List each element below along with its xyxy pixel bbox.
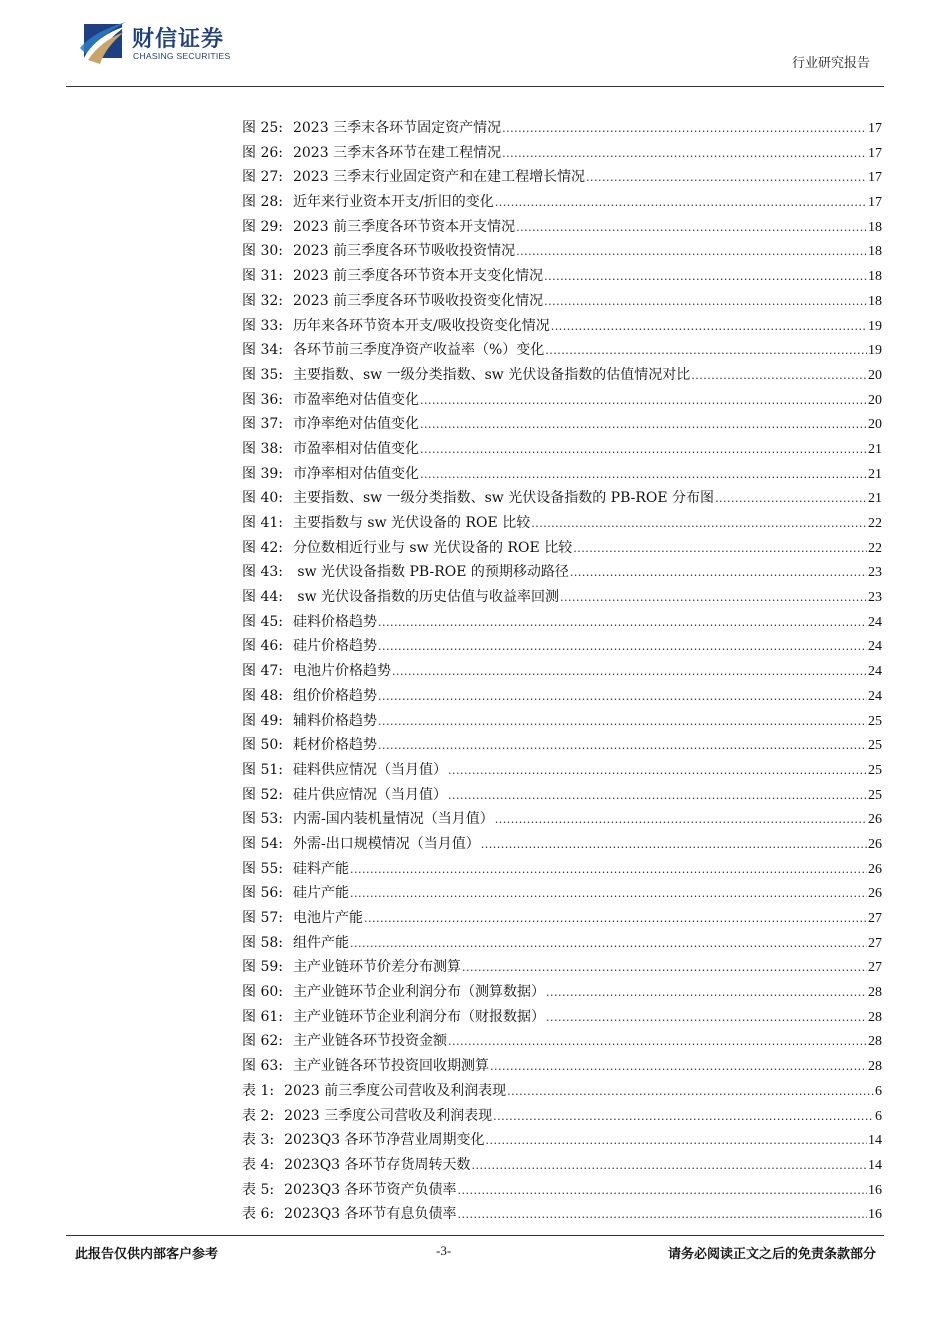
- toc-entry-page: 16: [868, 1207, 882, 1223]
- toc-entry-page: 27: [868, 911, 882, 926]
- toc-entry-label: [242, 610, 377, 635]
- toc-entry-title: 历年来各环节资本开支/吸收投资变化情况: [292, 317, 550, 334]
- toc-entry-label: [242, 1054, 489, 1079]
- toc-entry-label: [242, 141, 501, 166]
- toc-entry[interactable]: [242, 388, 882, 413]
- toc-entry[interactable]: [242, 190, 882, 215]
- toc-entry-label: [242, 363, 690, 388]
- toc-entry-label: [242, 832, 480, 857]
- toc-entry[interactable]: [242, 560, 882, 585]
- toc-entry-prefix: 图 34:: [242, 342, 283, 359]
- toc-dot-leader: [715, 487, 867, 512]
- toc-entry-label: [242, 1128, 485, 1153]
- toc-entry[interactable]: [242, 857, 882, 882]
- logo-emblem-icon: [78, 18, 128, 66]
- toc-entry-prefix: 图 60:: [242, 984, 283, 1001]
- toc-entry-label: [242, 1104, 492, 1129]
- toc-entry-label: [242, 264, 543, 289]
- toc-dot-leader: [516, 240, 867, 265]
- toc-entry-page: 6: [875, 1083, 882, 1099]
- toc-entry-label: [242, 955, 461, 980]
- toc-entry[interactable]: [242, 881, 882, 906]
- logo-english-name: CHASING SECURITIES: [133, 51, 231, 61]
- toc-dot-leader: [545, 339, 867, 364]
- toc-entry-prefix: 图 62:: [242, 1033, 283, 1050]
- toc-entry-page: 24: [868, 614, 882, 630]
- toc-entry-label: [242, 314, 550, 339]
- toc-dot-leader: [472, 1154, 867, 1179]
- toc-entry-title: 市盈率绝对估值变化: [292, 391, 419, 408]
- toc-entry-page: 28: [868, 1009, 882, 1025]
- toc-entry-prefix: 图 51:: [242, 761, 283, 778]
- toc-entry-title: 2023Q3 各环节净营业周期变化: [284, 1132, 485, 1149]
- toc-entry[interactable]: [242, 1153, 882, 1178]
- toc-entry-title: 主产业链环节企业利润分布（财报数据）: [292, 1008, 545, 1025]
- toc-entry-prefix: 图 46:: [242, 638, 283, 655]
- toc-entry-label: [242, 215, 515, 240]
- toc-entry-label: [242, 289, 543, 314]
- toc-entry[interactable]: [242, 116, 882, 141]
- toc-dot-leader: [544, 265, 867, 290]
- toc-entry[interactable]: [242, 289, 882, 314]
- toc-dot-leader: [420, 463, 867, 488]
- toc-entry-page: 22: [868, 540, 882, 556]
- toc-entry-label: [242, 733, 377, 758]
- toc-entry-page: 25: [868, 787, 882, 803]
- toc-entry-prefix: 表 5:: [242, 1181, 275, 1198]
- toc-dot-leader: [570, 561, 867, 586]
- toc-entry-page: 17: [868, 145, 882, 161]
- toc-entry-page: 14: [868, 1133, 882, 1149]
- toc-entry-title: 耗材价格趋势: [292, 737, 377, 754]
- toc-entry-page: 21: [868, 441, 882, 457]
- toc-entry-title: 硅料供应情况（当月值）: [292, 761, 447, 778]
- toc-entry-prefix: 图 59:: [242, 959, 283, 976]
- toc-entry-title: sw 光伏设备指数 PB-ROE 的预期移动路径: [292, 564, 569, 581]
- toc-entry-page: 14: [868, 1157, 882, 1173]
- toc-entry-prefix: 图 63:: [242, 1058, 283, 1075]
- toc-dot-leader: [586, 166, 867, 191]
- toc-entry-page: 20: [868, 417, 882, 433]
- toc-entry-prefix: 图 53:: [242, 811, 283, 828]
- toc-entry-page: 28: [868, 1059, 882, 1075]
- footer-divider: [66, 1235, 884, 1236]
- company-logo: [78, 18, 248, 68]
- toc-entry-prefix: 图 39:: [242, 465, 283, 482]
- toc-entry-prefix: 图 61:: [242, 1008, 283, 1025]
- toc-entry[interactable]: [242, 980, 882, 1005]
- toc-entry-prefix: 图 32:: [242, 292, 283, 309]
- toc-entry-page: 25: [868, 738, 882, 754]
- toc-entry-label: [242, 881, 349, 906]
- toc-entry-title: 分位数相近行业与 sw 光伏设备的 ROE 比较: [292, 539, 573, 556]
- footer-disclaimer-left: 此报告仅供内部客户参考: [75, 1247, 219, 1262]
- toc-entry-title: 2023 三季末各环节固定资产情况: [292, 120, 502, 136]
- toc-entry-page: 27: [868, 960, 882, 976]
- toc-dot-leader: [448, 759, 867, 784]
- toc-entry-page: 18: [868, 244, 882, 260]
- toc-dot-leader: [560, 586, 867, 611]
- toc-entry-prefix: 图 50:: [242, 737, 283, 754]
- toc-entry-prefix: 图 52:: [242, 786, 283, 803]
- toc-dot-leader: [495, 808, 867, 833]
- toc-entry[interactable]: [242, 1005, 882, 1030]
- toc-dot-leader: [448, 1030, 867, 1055]
- toc-entry-title: 内需-国内装机量情况（当月值）: [292, 811, 494, 828]
- logo-chinese-name: 财信证券: [132, 27, 225, 52]
- toc-entry-page: 16: [868, 1182, 882, 1198]
- toc-entry-label: [242, 190, 494, 215]
- toc-entry[interactable]: [242, 1029, 882, 1054]
- toc-entry-title: 主产业链环节价差分布测算: [292, 959, 461, 976]
- toc-dot-leader: [378, 734, 867, 759]
- toc-dot-leader: [458, 1179, 867, 1204]
- toc-entry-page: 24: [868, 639, 882, 655]
- toc-entry-prefix: 图 35:: [242, 366, 283, 383]
- toc-entry-label: [242, 659, 391, 684]
- toc-entry-title: 近年来行业资本开支/折旧的变化: [292, 194, 494, 211]
- toc-entry-label: [242, 684, 377, 709]
- toc-entry[interactable]: [242, 758, 882, 783]
- toc-dot-leader: [350, 882, 867, 907]
- toc-dot-leader: [420, 389, 867, 414]
- toc-entry[interactable]: [242, 462, 882, 487]
- toc-entry-prefix: 图 41:: [242, 515, 283, 531]
- toc-entry-title: 市净率绝对估值变化: [292, 416, 419, 433]
- toc-entry[interactable]: [242, 906, 882, 931]
- toc-entry-title: 外需-出口规模情况（当月值）: [292, 835, 480, 852]
- toc-entry[interactable]: [242, 955, 882, 980]
- toc-entry[interactable]: [242, 1128, 882, 1153]
- toc-dot-leader: [495, 191, 867, 216]
- toc-entry-title: 2023 三季末行业固定资产和在建工程增长情况: [292, 169, 586, 186]
- toc-entry[interactable]: [242, 165, 882, 190]
- toc-entry-title: 硅片供应情况（当月值）: [292, 786, 447, 803]
- toc-entry-label: [242, 338, 544, 363]
- toc-entry-title: 电池片产能: [292, 910, 363, 926]
- toc-entry-label: [242, 857, 349, 882]
- toc-dot-leader: [378, 685, 867, 710]
- toc-entry-title: 各环节前三季度净资产收益率（%）变化: [292, 342, 545, 359]
- toc-entry[interactable]: [242, 314, 882, 339]
- toc-entry-prefix: 图 37:: [242, 416, 283, 433]
- toc-entry-page: 25: [868, 762, 882, 778]
- toc-entry-prefix: 图 30:: [242, 243, 283, 260]
- toc-dot-leader: [392, 660, 867, 685]
- toc-entry[interactable]: [242, 783, 882, 808]
- toc-dot-leader: [544, 290, 867, 315]
- toc-entry-title: 组价价格趋势: [292, 687, 377, 704]
- toc-entry-label: [242, 511, 530, 536]
- footer-disclaimer-right: 请务必阅读正文之后的免责条款部分: [667, 1247, 876, 1262]
- toc-entry[interactable]: [242, 807, 882, 832]
- toc-entry-title: 2023 三季度公司营收及利润表现: [284, 1107, 493, 1124]
- toc-entry-label: [242, 1202, 457, 1227]
- toc-dot-leader: [350, 932, 867, 957]
- toc-entry-title: 主要指数、sw 一级分类指数、sw 光伏设备指数的估值情况对比: [292, 366, 691, 383]
- toc-entry-prefix: 图 36:: [242, 391, 283, 408]
- toc-dot-leader: [364, 907, 867, 932]
- toc-entry-prefix: 图 29:: [242, 218, 283, 235]
- toc-entry-title: 2023 前三季度各环节资本开支变化情况: [292, 268, 544, 285]
- header-divider: [66, 86, 884, 87]
- toc-entry-title: 市净率相对估值变化: [292, 465, 419, 482]
- toc-entry-page: 21: [868, 466, 882, 482]
- toc-entry-prefix: 图 33:: [242, 317, 283, 334]
- toc-entry[interactable]: [242, 215, 882, 240]
- toc-entry-title: 主产业链各环节投资回收期测算: [292, 1058, 489, 1075]
- toc-dot-leader: [516, 216, 867, 241]
- toc-entry-title: 主产业链环节企业利润分布（测算数据）: [292, 984, 545, 1001]
- toc-entry-prefix: 图 31:: [242, 268, 283, 285]
- toc-entry-prefix: 图 26:: [242, 144, 283, 161]
- toc-entry-page: 26: [868, 861, 882, 877]
- toc-entry-title: 2023Q3 各环节有息负债率: [284, 1206, 457, 1223]
- toc-dot-leader: [546, 1006, 867, 1031]
- toc-entry[interactable]: [242, 1054, 882, 1079]
- toc-entry-page: 21: [868, 491, 882, 507]
- toc-entry[interactable]: [242, 585, 882, 610]
- toc-entry[interactable]: [242, 338, 882, 363]
- toc-entry-title: 主产业链各环节投资金额: [292, 1033, 447, 1050]
- toc-entry-prefix: 图 47:: [242, 663, 283, 680]
- toc-entry-page: 20: [868, 367, 882, 383]
- toc-entry-title: 硅片产能: [292, 885, 349, 902]
- toc-entry-page: 26: [868, 836, 882, 852]
- toc-entry-prefix: 图 25:: [242, 120, 283, 136]
- toc-entry-page: 22: [868, 516, 882, 531]
- toc-entry-prefix: 图 44:: [242, 589, 283, 606]
- toc-entry-title: 2023Q3 各环节资产负债率: [284, 1181, 457, 1198]
- toc-entry-page: 19: [868, 343, 882, 359]
- toc-entry-page: 28: [868, 1034, 882, 1050]
- toc-entry-title: sw 光伏设备指数的历史估值与收益率回测: [292, 589, 560, 606]
- toc-entry-page: 18: [868, 269, 882, 285]
- toc-entry-title: 电池片价格趋势: [292, 663, 391, 680]
- toc-entry[interactable]: [242, 363, 882, 388]
- toc-dot-leader: [420, 438, 867, 463]
- toc-entry-label: [242, 388, 419, 413]
- toc-entry[interactable]: [242, 610, 882, 635]
- toc-entry-label: [242, 437, 419, 462]
- toc-entry[interactable]: [242, 536, 882, 561]
- toc-entry-prefix: 表 2:: [242, 1107, 275, 1124]
- toc-entry-prefix: 表 3:: [242, 1132, 275, 1149]
- toc-entry-prefix: 图 42:: [242, 539, 283, 556]
- toc-entry-label: [242, 807, 494, 832]
- toc-entry[interactable]: [242, 1104, 882, 1129]
- toc-entry-page: 27: [868, 935, 882, 951]
- toc-entry[interactable]: [242, 239, 882, 264]
- toc-entry[interactable]: [242, 1079, 882, 1104]
- toc-dot-leader: [350, 858, 867, 883]
- toc-entry-label: [242, 165, 585, 190]
- toc-entry[interactable]: [242, 659, 882, 684]
- toc-entry-page: 19: [868, 318, 882, 334]
- toc-entry-page: 26: [868, 812, 882, 828]
- toc-entry-label: [242, 1005, 545, 1030]
- toc-entry[interactable]: [242, 709, 882, 734]
- toc-entry-label: [242, 486, 714, 511]
- toc-entry-page: 28: [868, 985, 882, 1001]
- toc-dot-leader: [462, 956, 867, 981]
- toc-entry-label: [242, 758, 447, 783]
- toc-entry-page: 6: [875, 1108, 882, 1124]
- toc-entry-label: [242, 560, 569, 585]
- toc-entry-prefix: 图 38:: [242, 440, 283, 457]
- table-of-contents: [242, 116, 882, 1227]
- toc-dot-leader: [502, 117, 867, 142]
- toc-dot-leader: [546, 981, 867, 1006]
- toc-entry-label: [242, 462, 419, 487]
- toc-entry-title: 硅料价格趋势: [292, 613, 377, 630]
- toc-dot-leader: [493, 1105, 874, 1130]
- toc-entry[interactable]: [242, 634, 882, 659]
- toc-entry-label: [242, 1178, 457, 1203]
- toc-dot-leader: [691, 364, 867, 389]
- toc-entry[interactable]: [242, 511, 882, 536]
- toc-entry-page: 24: [868, 688, 882, 704]
- toc-dot-leader: [507, 1080, 874, 1105]
- toc-entry-label: [242, 536, 572, 561]
- toc-entry-page: 24: [868, 664, 882, 680]
- toc-entry-label: [242, 412, 419, 437]
- toc-dot-leader: [490, 1055, 867, 1080]
- toc-entry[interactable]: [242, 1178, 882, 1203]
- toc-dot-leader: [448, 784, 867, 809]
- toc-entry-prefix: 图 55:: [242, 860, 283, 877]
- page-number: -3-: [436, 1243, 452, 1258]
- toc-entry-page: 20: [868, 392, 882, 408]
- toc-entry-title: 主要指数、sw 一级分类指数、sw 光伏设备指数的 PB-ROE 分布图: [292, 490, 715, 507]
- toc-entry[interactable]: [242, 1202, 882, 1227]
- toc-dot-leader: [551, 315, 867, 340]
- toc-entry-label: [242, 585, 559, 610]
- toc-entry-label: [242, 1153, 471, 1178]
- toc-entry[interactable]: [242, 832, 882, 857]
- toc-entry-page: 17: [868, 195, 882, 211]
- toc-entry-label: [242, 1079, 506, 1104]
- toc-entry-prefix: 图 48:: [242, 687, 283, 704]
- toc-dot-leader: [378, 635, 867, 660]
- toc-entry[interactable]: [242, 684, 882, 709]
- toc-entry-prefix: 图 49:: [242, 712, 283, 729]
- toc-entry[interactable]: [242, 486, 882, 511]
- toc-entry-prefix: 图 45:: [242, 613, 283, 630]
- toc-entry[interactable]: [242, 141, 882, 166]
- toc-entry[interactable]: [242, 437, 882, 462]
- toc-entry-prefix: 图 40:: [242, 490, 283, 507]
- toc-entry-title: 市盈率相对估值变化: [292, 440, 419, 457]
- toc-entry-prefix: 图 54:: [242, 835, 283, 852]
- toc-entry-page: 23: [868, 590, 882, 606]
- toc-entry[interactable]: [242, 264, 882, 289]
- toc-dot-leader: [378, 710, 867, 735]
- toc-entry-label: [242, 709, 377, 734]
- toc-entry-page: 25: [868, 713, 882, 729]
- page-header: [0, 0, 950, 90]
- toc-entry-label: [242, 783, 447, 808]
- toc-entry-prefix: 图 27:: [242, 169, 283, 186]
- toc-dot-leader: [458, 1203, 867, 1228]
- toc-entry-label: [242, 980, 545, 1005]
- toc-entry-title: 2023 前三季度公司营收及利润表现: [284, 1082, 507, 1099]
- toc-entry-page: 26: [868, 886, 882, 902]
- toc-entry-title: 2023 三季末各环节在建工程情况: [292, 144, 502, 161]
- toc-entry-prefix: 图 28:: [242, 194, 283, 211]
- toc-entry[interactable]: [242, 931, 882, 956]
- toc-dot-leader: [502, 142, 867, 167]
- toc-entry-label: [242, 1029, 447, 1054]
- toc-entry[interactable]: [242, 412, 882, 437]
- toc-entry-label: [242, 906, 363, 931]
- toc-entry-prefix: 图 57:: [242, 910, 283, 926]
- toc-entry-title: 硅片价格趋势: [292, 638, 377, 655]
- toc-entry-label: [242, 239, 515, 264]
- toc-entry-label: [242, 116, 501, 141]
- toc-entry-prefix: 表 4:: [242, 1156, 275, 1173]
- toc-entry-page: 18: [868, 293, 882, 309]
- toc-entry-title: 2023 前三季度各环节吸收投资情况: [292, 243, 516, 260]
- toc-entry-prefix: 表 6:: [242, 1206, 275, 1223]
- toc-entry-page: 17: [868, 170, 882, 186]
- toc-entry-page: 17: [868, 121, 882, 136]
- toc-entry-title: 硅料产能: [292, 860, 349, 877]
- toc-entry[interactable]: [242, 733, 882, 758]
- toc-entry-label: [242, 634, 377, 659]
- toc-entry-title: 2023 前三季度各环节吸收投资变化情况: [292, 292, 544, 309]
- toc-dot-leader: [378, 611, 867, 636]
- toc-dot-leader: [486, 1129, 867, 1154]
- toc-entry-label: [242, 931, 349, 956]
- toc-dot-leader: [531, 512, 867, 537]
- toc-entry-title: 辅料价格趋势: [292, 712, 377, 729]
- toc-dot-leader: [420, 413, 867, 438]
- toc-dot-leader: [573, 537, 867, 562]
- toc-entry-prefix: 图 58:: [242, 934, 283, 951]
- toc-entry-title: 2023 前三季度各环节资本开支情况: [292, 218, 516, 235]
- toc-entry-title: 主要指数与 sw 光伏设备的 ROE 比较: [292, 515, 531, 531]
- toc-entry-title: 2023Q3 各环节存货周转天数: [284, 1156, 471, 1173]
- toc-entry-prefix: 图 43:: [242, 564, 283, 581]
- report-type-label: 行业研究报告: [791, 56, 870, 71]
- toc-entry-page: 18: [868, 219, 882, 235]
- toc-entry-prefix: 图 56:: [242, 885, 283, 902]
- toc-entry-title: 组件产能: [292, 934, 349, 951]
- toc-entry-prefix: 表 1:: [242, 1082, 275, 1099]
- toc-entry-page: 23: [868, 565, 882, 581]
- toc-dot-leader: [481, 833, 867, 858]
